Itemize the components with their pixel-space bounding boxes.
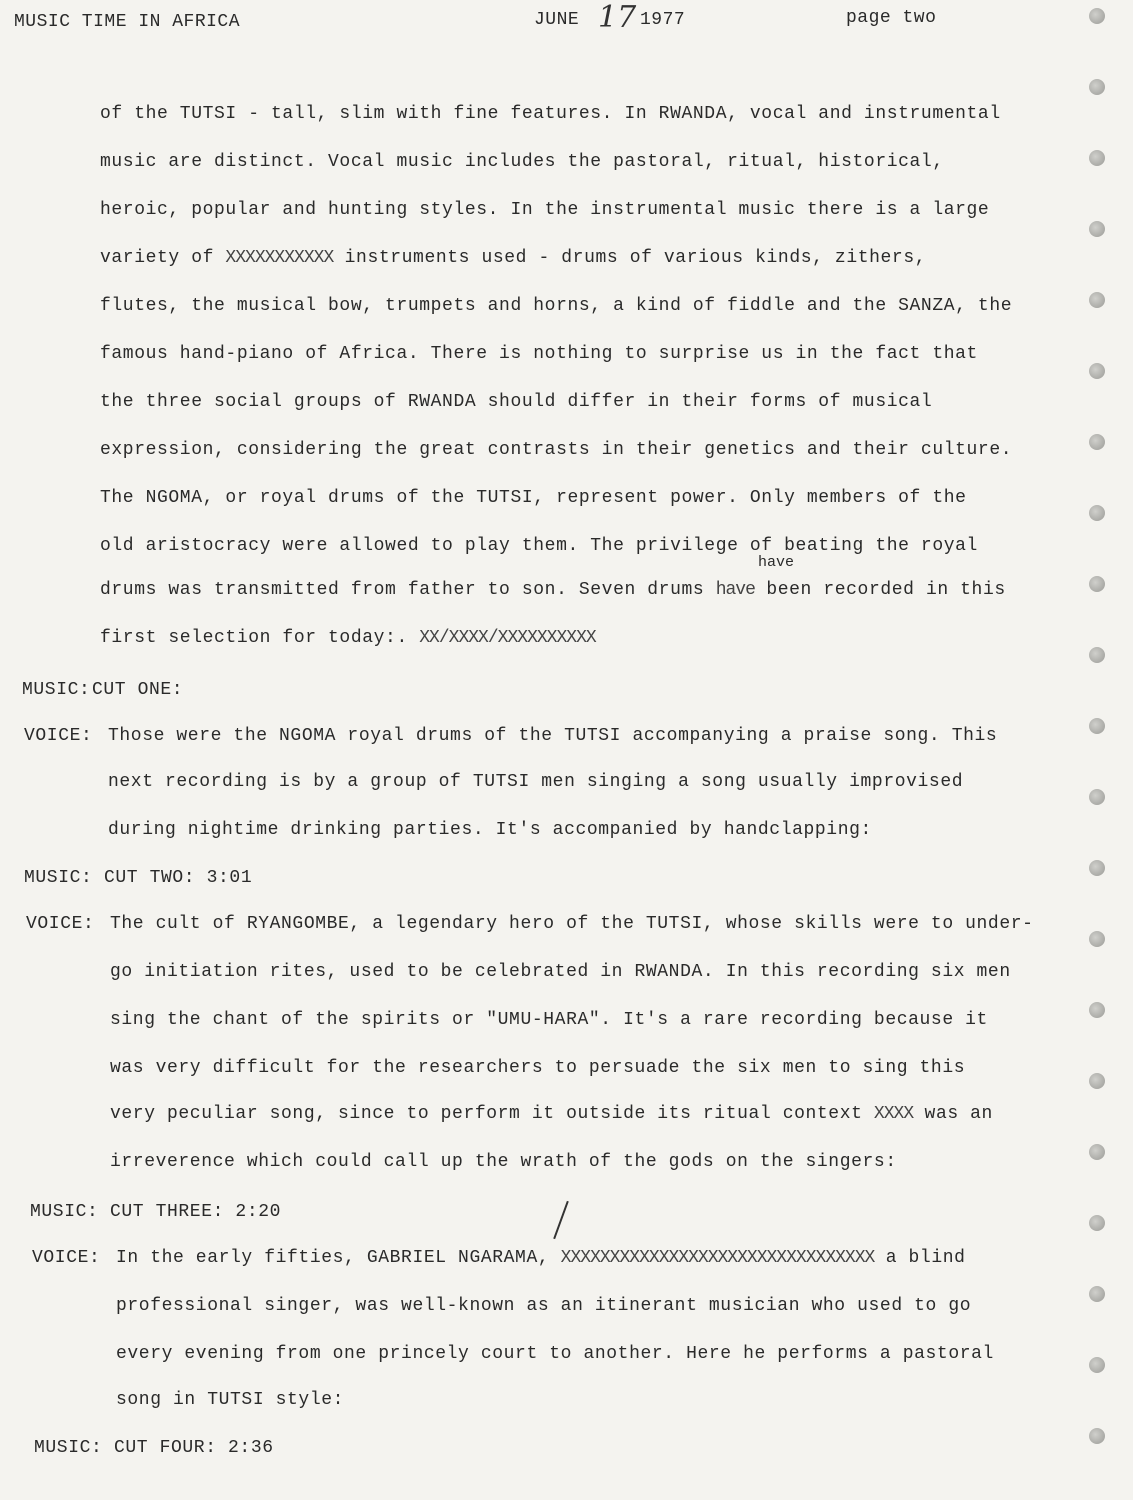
speaker-label: VOICE: xyxy=(26,914,95,934)
voice-line: song in TUTSI style: xyxy=(116,1390,345,1410)
voice-line: Those were the NGOMA royal drums of the TUTSI accompanying a praise song. This xyxy=(108,726,998,746)
insertion-have: have xyxy=(758,554,795,571)
date-year: 1977 xyxy=(640,10,686,30)
body-line: the three social groups of RWANDA should differ in their forms of musical xyxy=(100,392,933,412)
feed-hole xyxy=(1089,221,1105,237)
voice-line: irreverence which could call up the wrath of the gods on the singers: xyxy=(110,1152,897,1172)
speaker-label: VOICE: xyxy=(32,1248,101,1268)
speaker-label: MUSIC: xyxy=(30,1202,99,1222)
feed-hole xyxy=(1089,718,1105,734)
text-run: been recorded in this xyxy=(754,580,1006,600)
text-run: variety of xyxy=(100,248,226,268)
body-line: expression, considering the great contrasts in their genetics and their culture. xyxy=(100,440,1013,460)
feed-hole xyxy=(1089,860,1105,876)
feed-hole xyxy=(1089,292,1105,308)
body-line: heroic, popular and hunting styles. In the instrumental music there is a large xyxy=(100,200,990,220)
typed-strikeout: XXXXXXXXXXX xyxy=(225,248,334,268)
typed-strikeout: have xyxy=(715,580,755,600)
page-number: page two xyxy=(846,8,937,28)
feed-hole xyxy=(1089,1357,1105,1373)
voice-line: sing the chant of the spirits or "UMU-HARA". It's a rare recording because it xyxy=(110,1010,988,1030)
body-line xyxy=(100,628,596,648)
text-run: first selection for today:. xyxy=(100,628,420,648)
voice-line: was very difficult for the researchers to persuade the six men to sing this xyxy=(110,1058,966,1078)
voice-line: every evening from one princely court to another. Here he performs a pastoral xyxy=(116,1344,994,1364)
text-run: drums was transmitted from father to son. Seven drums xyxy=(100,580,716,600)
feed-hole xyxy=(1089,1073,1105,1089)
feed-hole xyxy=(1089,1215,1105,1231)
voice-line: next recording is by a group of TUTSI men singing a song usually improvised xyxy=(108,772,964,792)
music-cue: CUT ONE: xyxy=(92,680,184,700)
body-line: The NGOMA, or royal drums of the TUTSI, represent power. Only members of the xyxy=(100,488,967,508)
body-line: flutes, the musical bow, trumpets and horns, a kind of fiddle and the SANZA, the xyxy=(100,296,1013,316)
feed-hole xyxy=(1089,789,1105,805)
text-run: a blind xyxy=(874,1248,966,1268)
voice-line: go initiation rites, used to be celebrated in RWANDA. In this recording six men xyxy=(110,962,1011,982)
feed-hole xyxy=(1089,79,1105,95)
text-run: was an xyxy=(913,1104,993,1124)
voice-line xyxy=(116,1248,966,1268)
program-title: MUSIC TIME IN AFRICA xyxy=(14,12,241,32)
feed-hole xyxy=(1089,1428,1105,1444)
body-line: of the TUTSI - tall, slim with fine features. In RWANDA, vocal and instrumental xyxy=(100,104,1001,124)
text-run: In the early fifties, GABRIEL NGARAMA, xyxy=(116,1248,561,1268)
speaker-label: MUSIC: xyxy=(22,680,91,700)
speaker-label: VOICE: xyxy=(24,726,93,746)
typed-strikeout: XXXXXXXXXXXXXXXXXXXXXXXXXXXXXXXX xyxy=(560,1248,875,1268)
feed-hole xyxy=(1089,1144,1105,1160)
feed-hole xyxy=(1089,576,1105,592)
body-line xyxy=(100,248,926,268)
music-cue: CUT FOUR: 2:36 xyxy=(114,1438,274,1458)
feed-hole xyxy=(1089,647,1105,663)
voice-line: during nightime drinking parties. It's accompanied by handclapping: xyxy=(108,820,872,840)
typed-strikeout: XXXX xyxy=(873,1104,914,1124)
text-run: very peculiar song, since to perform it outside its ritual context xyxy=(110,1104,874,1124)
speaker-label: MUSIC: xyxy=(34,1438,103,1458)
feed-hole xyxy=(1089,363,1105,379)
feed-hole xyxy=(1089,8,1105,24)
voice-line xyxy=(110,1104,993,1124)
music-cue: CUT TWO: 3:01 xyxy=(104,868,253,888)
tractor-feed-holes xyxy=(1075,0,1115,1500)
speaker-label: MUSIC: xyxy=(24,868,93,888)
voice-line: The cult of RYANGOMBE, a legendary hero of the TUTSI, whose skills were to under- xyxy=(110,914,1034,934)
handwritten-slash xyxy=(553,1201,569,1239)
feed-hole xyxy=(1089,931,1105,947)
date-day-handwritten: 17 xyxy=(598,0,637,35)
body-line: music are distinct. Vocal music includes the pastoral, ritual, historical, xyxy=(100,152,944,172)
body-line xyxy=(100,580,1006,600)
body-line: old aristocracy were allowed to play them. The privilege of beating the royal xyxy=(100,536,978,556)
feed-hole xyxy=(1089,1286,1105,1302)
voice-line: professional singer, was well-known as an itinerant musician who used to go xyxy=(116,1296,972,1316)
feed-hole xyxy=(1089,150,1105,166)
music-cue: CUT THREE: 2:20 xyxy=(110,1202,282,1222)
feed-hole xyxy=(1089,434,1105,450)
date-month: JUNE xyxy=(534,10,580,30)
typed-strikeout: XX/XXXX/XXXXXXXXXX xyxy=(419,628,596,648)
body-line: famous hand-piano of Africa. There is nothing to surprise us in the fact that xyxy=(100,344,978,364)
text-run: instruments used - drums of various kinds, zithers, xyxy=(333,248,927,268)
feed-hole xyxy=(1089,505,1105,521)
feed-hole xyxy=(1089,1002,1105,1018)
